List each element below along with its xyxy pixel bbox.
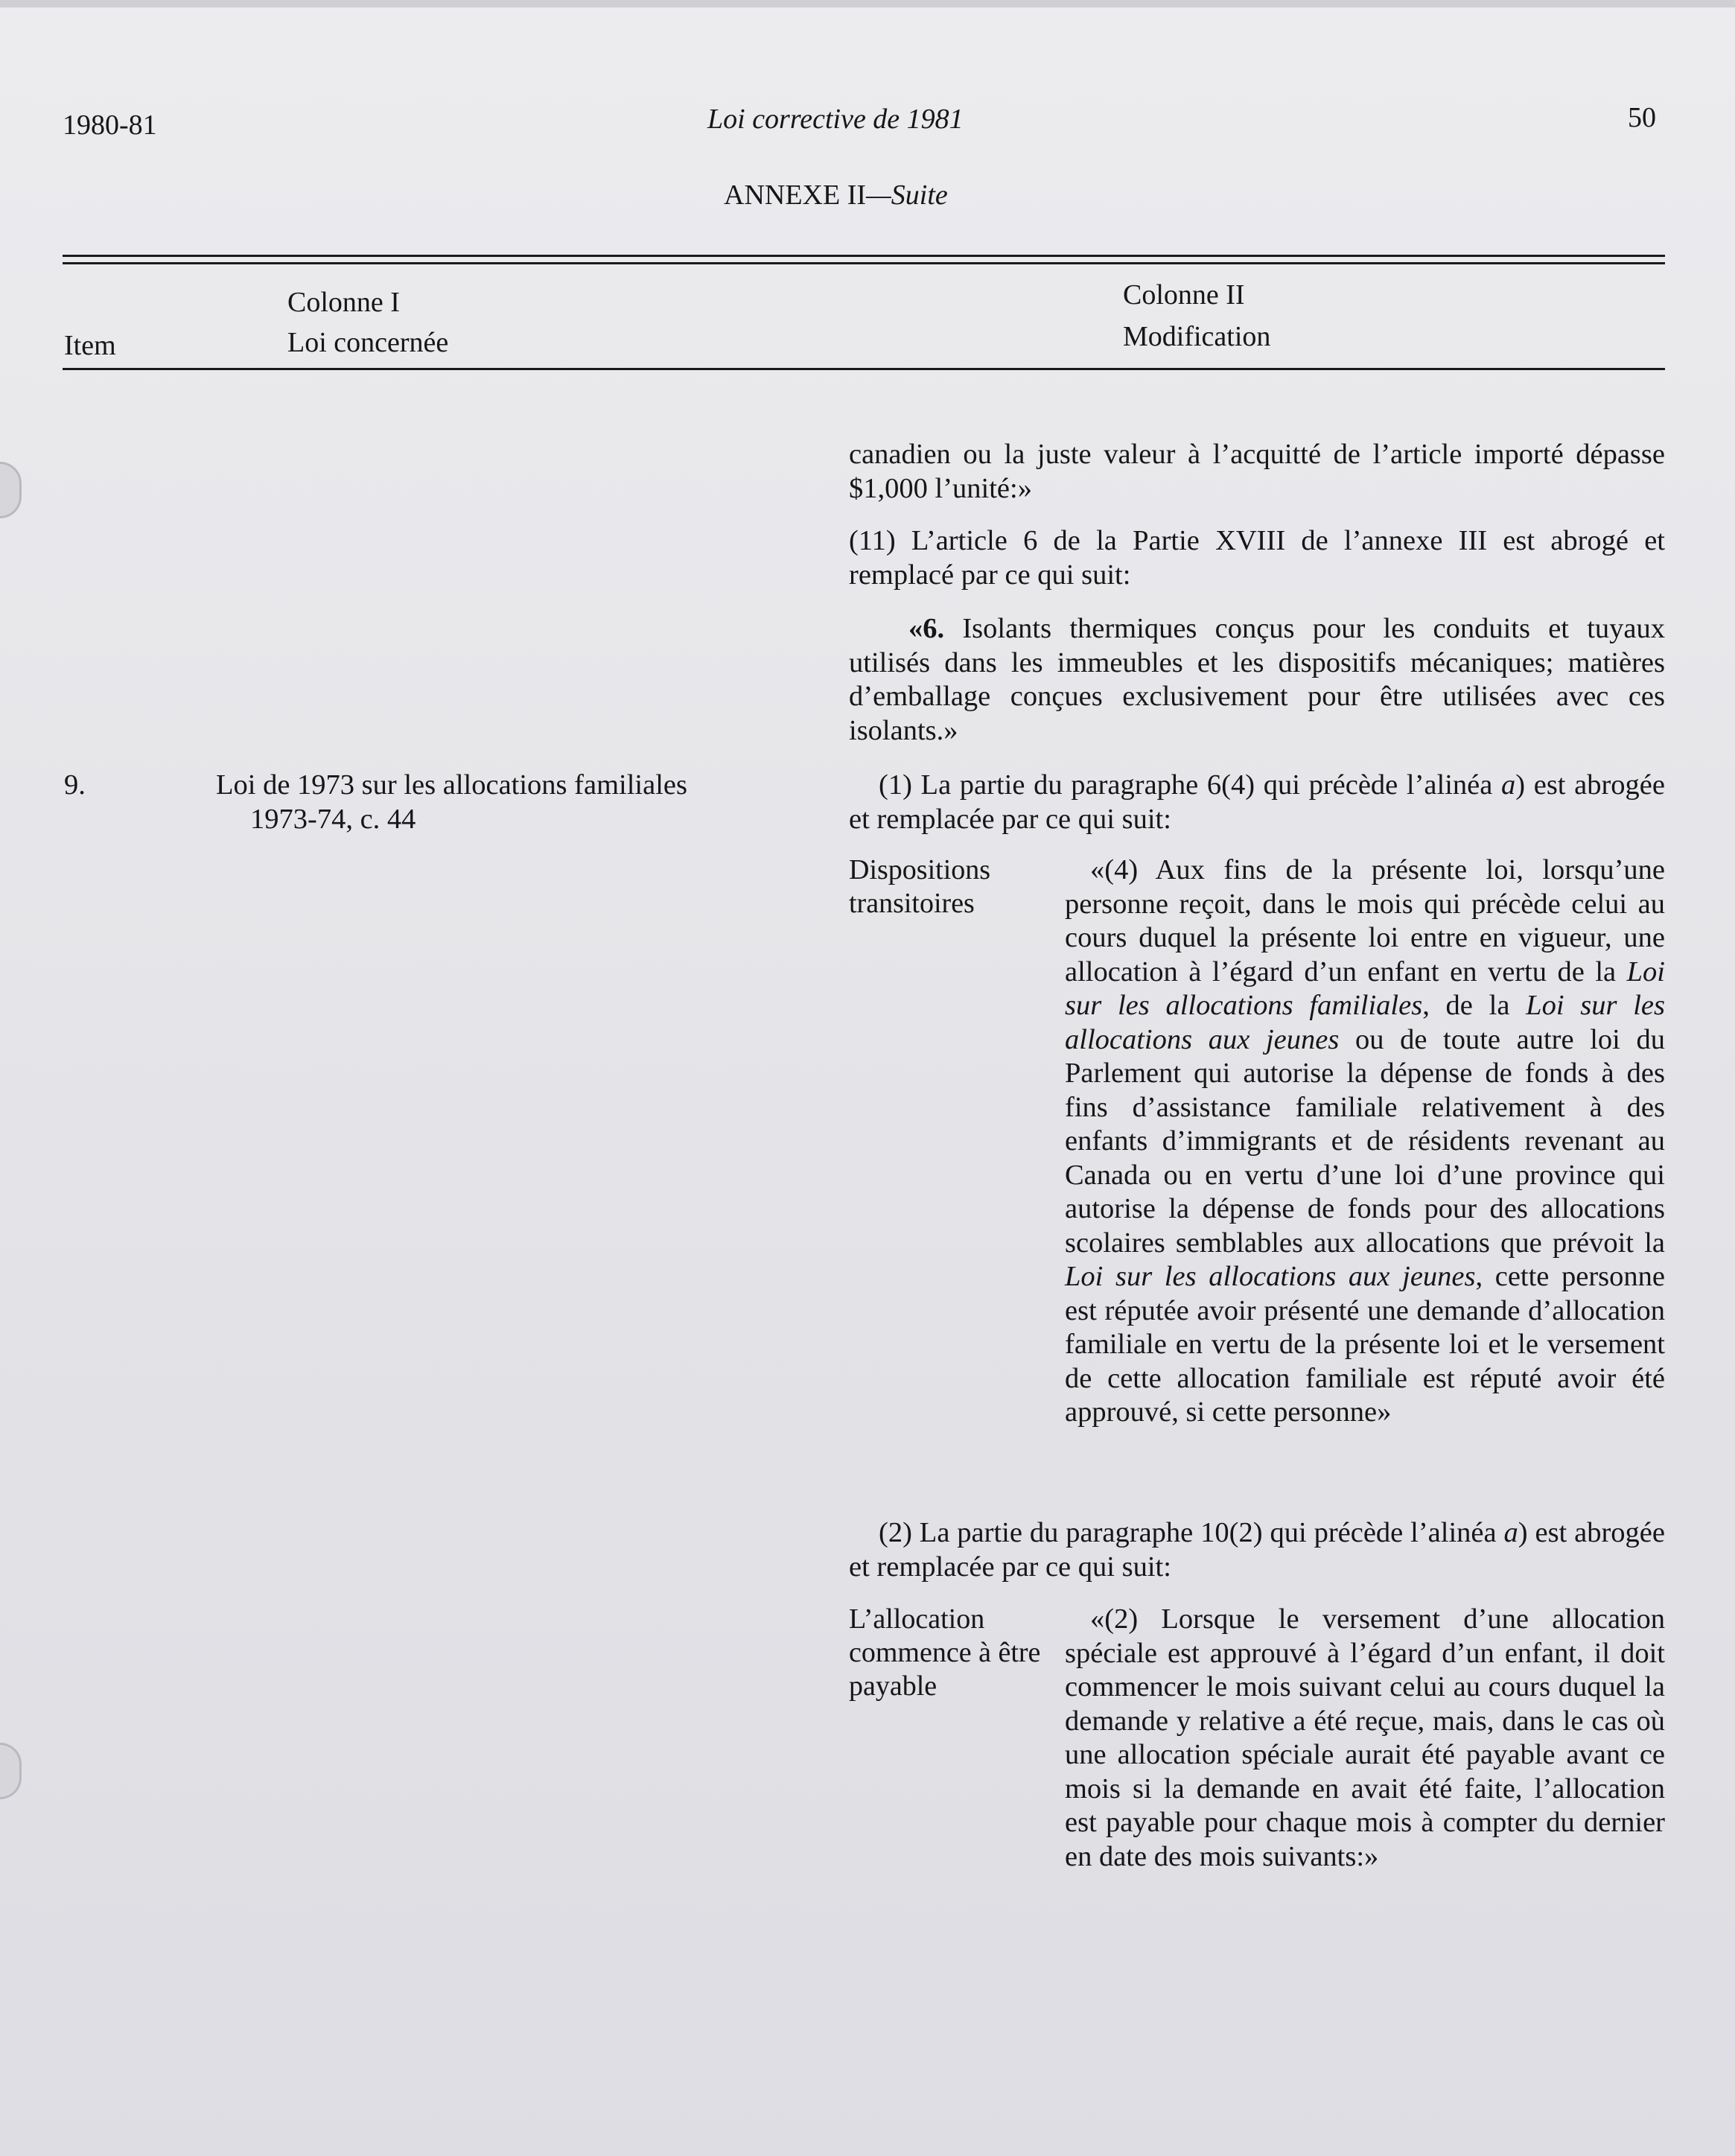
amendment-paragraph-2 <box>849 524 1665 592</box>
amendment-paragraph-1 <box>849 438 1665 506</box>
amendment-text-4c: ) est abrogée et remplacée par ce qui suit: <box>849 769 1665 835</box>
act-name-line-1: Loi de 1973 sur les allocations familiales <box>216 769 687 801</box>
act-reference-family-allowances: Loi sur les allocations familiales <box>1065 955 1665 1021</box>
act-reference-youth-allowances: Loi sur les allocations aux jeunes <box>1065 990 1666 1055</box>
act-reference-youth-allowances-2: Loi sur les allocations aux jeunes <box>1065 1261 1476 1292</box>
binder-hole-top <box>0 462 22 518</box>
annex-title: ANNEXE II <box>724 179 867 211</box>
amendment-paragraph-7 <box>1065 1603 1665 1874</box>
amendment-text-2: (11) L’article 6 de la Partie XVIII de l’annexe III est abrogé et remplacé par ce qui suit: <box>849 525 1665 591</box>
amendment-text-5d: , cette personne est réputée avoir présenté une demande d’allocation familiale en vertu de la présente loi et le versement de cette allocation familiale est réputé avoir été approuvé, si cette personne» <box>1065 1261 1665 1428</box>
amendment-text-5b: , de la <box>1422 990 1527 1021</box>
annex-heading <box>724 179 948 212</box>
column-1-subtitle: Loi concernée <box>287 327 449 358</box>
header-rule-top-1 <box>63 255 1665 257</box>
amendment-text-5c: ou de toute autre loi du Parlement qui autorise la dépense de fonds à des fins d’assistance familiale relativement à des enfants d’immigrants et de résidents revenant au Canada ou en vertu d’une loi d’une province qui autorise la dépense de fonds pour des allocations scolaires semblables aux allocations que prévoit la <box>1065 1023 1665 1259</box>
amendment-text-6a: (2) La partie du paragraphe 10(2) qui précède l’alinéa <box>879 1517 1504 1548</box>
amendment-paragraph-3 <box>849 612 1665 748</box>
column-1-title: Colonne I <box>287 287 400 318</box>
header-rule-top-2 <box>63 262 1665 264</box>
marginal-note-payable: L’allocation commence à être payable <box>849 1603 1041 1702</box>
amendment-text-1: canadien ou la juste valeur à l’acquitté de l’article importé dépasse $1,000 l’unité:» <box>849 439 1665 504</box>
amendment-text-5a: «(4) Aux fins de la présente loi, lorsqu’une personne reçoit, dans le mois qui précède celui au cours duquel la présente loi entre en vigueur, une allocation à l’égard d’un enfant en vertu de la <box>1065 854 1665 988</box>
amendment-text-7: «(2) Lorsque le versement d’une allocation spéciale est approuvé à l’égard d’un enfant, il doit commencer le mois suivant celui au cours duquel la demande y relative a été reçue, mais, dans le cas où une allocation spéciale aurait été payable avant ce mois si la demande en avait été faite, l’allocation est payable pour chaque mois à compter du dernier en date des mois suivants:» <box>1065 1603 1665 1872</box>
column-item-header: Item <box>64 330 116 361</box>
header-title: Loi corrective de 1981 <box>707 104 964 135</box>
amendment-text-6c: ) est abrogée et remplacée par ce qui suit: <box>849 1517 1665 1583</box>
column-2-subtitle: Modification <box>1123 321 1271 352</box>
amendment-paragraph-5 <box>1065 853 1665 1430</box>
header-rule-bottom <box>63 368 1665 370</box>
amendment-paragraph-4 <box>849 769 1665 836</box>
marginal-note-transitional: Dispositions transitoires <box>849 854 991 919</box>
amendment-paragraph-6 <box>849 1516 1665 1584</box>
amendment-text-3: Isolants thermiques conçus pour les conduits et tuyaux utilisés dans les immeubles et les dispositifs mécaniques; matières d’emballage conçues exclusivement pour être utilisées avec ces isolants.» <box>849 613 1665 746</box>
amendment-text-4b: a <box>1501 769 1516 801</box>
amendment-text-6b: a <box>1503 1517 1518 1548</box>
amendment-text-4a: (1) La partie du paragraphe 6(4) qui précède l’alinéa <box>879 769 1501 801</box>
binder-hole-bottom <box>0 1743 22 1799</box>
act-citation: 1973-74, c. 44 <box>250 803 416 835</box>
section-6-number: «6. <box>908 613 945 644</box>
page-top-edge <box>0 0 1735 7</box>
annex-suffix: —Suite <box>866 179 948 211</box>
page-number: 50 <box>1628 102 1656 133</box>
act-name <box>216 769 782 836</box>
header-year: 1980-81 <box>63 109 157 141</box>
column-2-title: Colonne II <box>1123 279 1245 311</box>
item-number: 9. <box>64 769 86 801</box>
